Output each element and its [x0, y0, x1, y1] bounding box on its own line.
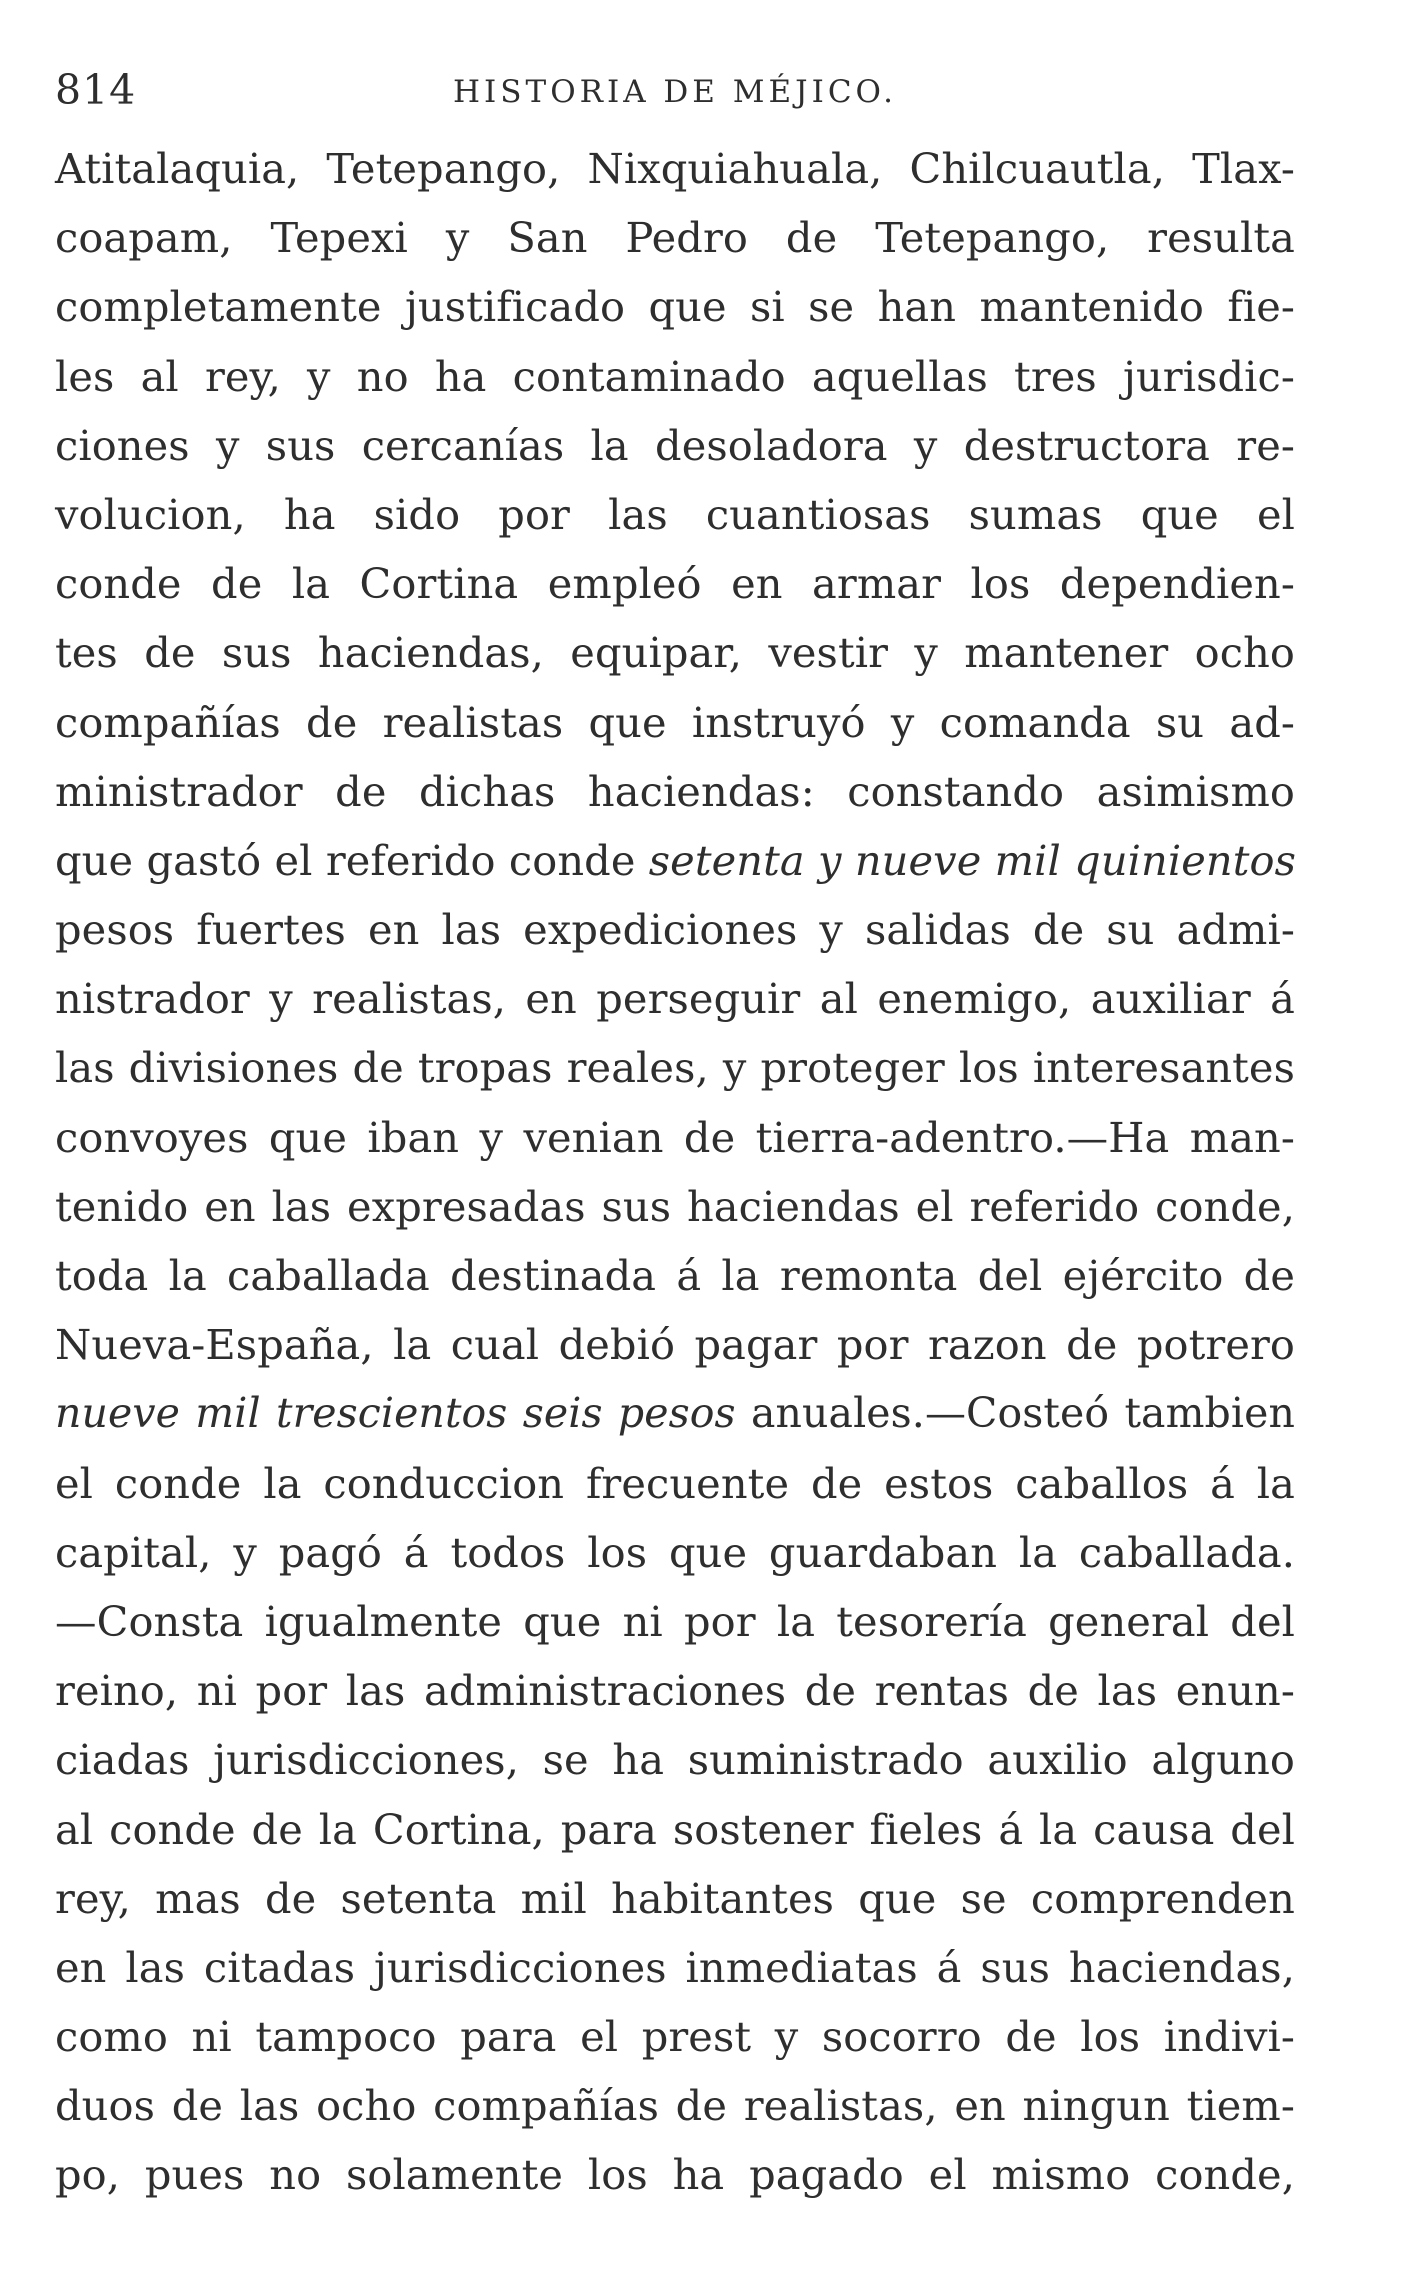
text-line: [55, 2071, 1295, 2140]
text-segment: volucion, ha sido por las cuantiosas sumas que el: [55, 489, 1295, 539]
text-segment: como ni tampoco para el prest y socorro de los indivi-: [55, 2012, 1295, 2062]
text-line: [55, 411, 1295, 480]
text-segment: rey, mas de setenta mil habitantes que se comprenden: [55, 1873, 1295, 1923]
text-segment: capital, y pagó á todos los que guardaban la caballada.: [55, 1527, 1295, 1577]
text-line: [55, 480, 1295, 549]
text-segment: Nueva-España, la cual debió pagar por razon de potrero: [55, 1320, 1295, 1370]
text-segment: nistrador y realistas, en perseguir al enemigo, auxiliar á: [55, 974, 1295, 1024]
page-number: 814: [55, 66, 137, 114]
text-segment: ciones y sus cercanías la desoladora y destructora re-: [55, 420, 1295, 470]
text-line: [55, 1172, 1295, 1241]
page-header: [55, 60, 1295, 120]
text-line: [55, 2140, 1295, 2209]
text-line: [55, 1379, 1295, 1448]
italic-text-segment: nueve mil trescientos seis pesos: [55, 1389, 736, 1438]
text-line: [55, 1933, 1295, 2002]
text-line: [55, 1795, 1295, 1864]
text-segment: ciadas jurisdicciones, se ha suministrado auxilio alguno: [55, 1735, 1295, 1785]
text-segment: que gastó el referido conde: [55, 835, 649, 885]
text-segment: tes de sus haciendas, equipar, vestir y mantener ocho: [55, 628, 1295, 678]
text-line: [55, 688, 1295, 757]
text-segment: compañías de realistas que instruyó y comanda su ad-: [55, 697, 1295, 747]
text-segment: conde de la Cortina empleó en armar los dependien-: [55, 559, 1295, 609]
text-segment: coapam, Tepexi y San Pedro de Tetepango, resulta: [55, 213, 1295, 263]
text-segment: en las citadas jurisdicciones inmediatas á sus haciendas,: [55, 1942, 1295, 1992]
text-line: [55, 1864, 1295, 1933]
text-segment: po, pues no solamente los ha pagado el mismo conde,: [55, 2150, 1295, 2200]
text-segment: —Consta igualmente que ni por la tesorería general del: [55, 1596, 1295, 1646]
text-line: [55, 1518, 1295, 1587]
italic-text-segment: setenta y nueve mil quinientos: [648, 835, 1296, 885]
text-segment: toda la caballada destinada á la remonta del ejército de: [55, 1251, 1295, 1300]
text-segment: convoyes que iban y venian de tierra-adentro.—Ha man-: [55, 1112, 1295, 1162]
text-segment: ministrador de dichas haciendas: constando asimismo: [55, 766, 1295, 816]
text-segment: Atitalaquia, Tetepango, Nixquiahuala, Chilcuautla, Tlax-: [55, 144, 1295, 193]
body-text: [55, 134, 1295, 2210]
text-segment: tenido en las expresadas sus haciendas el referido conde,: [55, 1181, 1295, 1231]
text-line: [55, 203, 1295, 272]
text-segment: las divisiones de tropas reales, y proteger los interesantes: [55, 1043, 1295, 1093]
text-segment: pesos fuertes en las expediciones y salidas de su admi-: [55, 905, 1295, 955]
text-line: [55, 134, 1295, 203]
text-line: [55, 272, 1295, 341]
text-segment: reino, ni por las administraciones de rentas de las enun-: [55, 1666, 1295, 1716]
text-segment: completamente justificado que si se han mantenido fie-: [55, 282, 1295, 332]
text-segment: les al rey, y no ha contaminado aquellas tres jurisdic-: [55, 351, 1295, 401]
text-line: [55, 1033, 1295, 1102]
text-line: [55, 1725, 1295, 1794]
text-segment: al conde de la Cortina, para sostener fieles á la causa del: [55, 1804, 1295, 1854]
text-line: [55, 1656, 1295, 1725]
text-segment: duos de las ocho compañías de realistas, en ningun tiem-: [55, 2081, 1295, 2131]
text-line: [55, 895, 1295, 964]
text-line: [55, 342, 1295, 411]
text-line: [55, 1103, 1295, 1172]
text-line: [55, 757, 1295, 826]
text-line: [55, 2002, 1295, 2071]
text-line: [55, 549, 1295, 618]
text-line: [55, 964, 1295, 1033]
text-line: [55, 1587, 1295, 1656]
text-line: [55, 1241, 1295, 1310]
text-line: [55, 1449, 1295, 1518]
text-line: [55, 618, 1295, 687]
text-line: [55, 826, 1295, 895]
running-title: HISTORIA DE MÉJICO.: [453, 74, 897, 110]
text-line: [55, 1310, 1295, 1379]
text-segment: el conde la conduccion frecuente de estos caballos á la: [55, 1458, 1295, 1508]
text-segment: anuales.—Costeó tambien: [735, 1389, 1295, 1438]
